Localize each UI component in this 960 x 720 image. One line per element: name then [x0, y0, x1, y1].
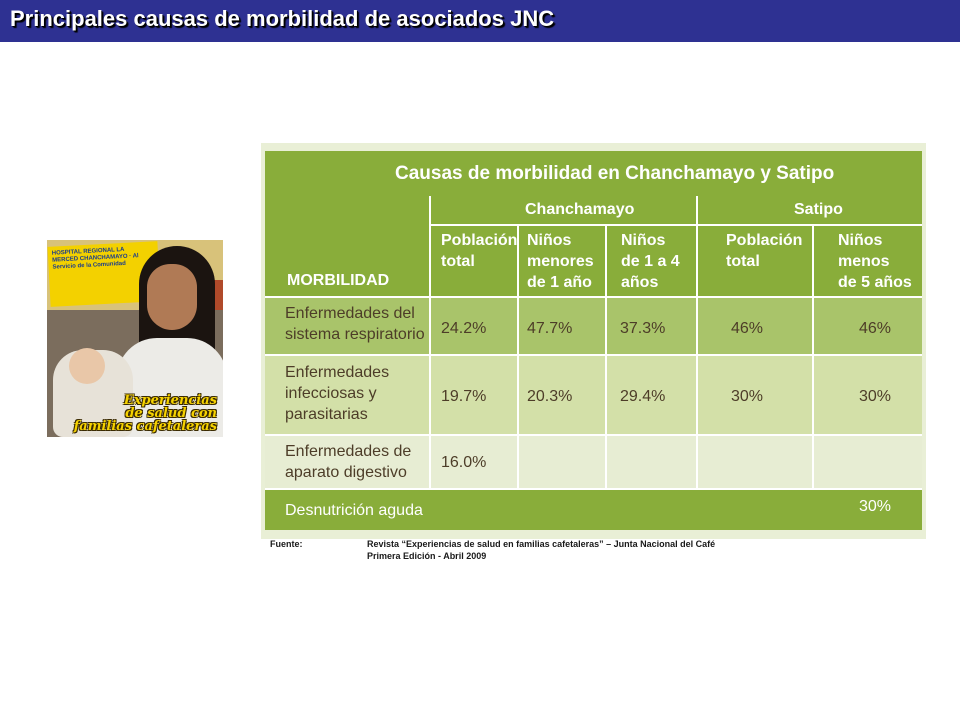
column-header [431, 226, 517, 296]
table-divider [265, 354, 922, 356]
column-header [814, 226, 922, 296]
column-header-line: Niños [621, 232, 666, 249]
morbidity-table-image [261, 143, 926, 539]
table-row [265, 490, 922, 530]
row-label-line: sistema respiratorio [285, 326, 425, 343]
row-label-line: parasitarias [285, 406, 368, 423]
table-cell: 20.3% [527, 388, 573, 405]
table-divider [431, 224, 922, 226]
table-cell: 24.2% [441, 320, 487, 337]
table-divider [696, 196, 698, 490]
table-divider [429, 196, 431, 490]
group-header-label: Satipo [794, 201, 843, 218]
source-label: Fuente: [270, 539, 303, 549]
cover-title-line-3: familias cafetaleras [73, 419, 217, 434]
row-header-label: MORBILIDAD [287, 272, 390, 289]
table-divider [265, 296, 922, 298]
table-cell: 30% [859, 388, 892, 405]
group-header-label: Chanchamayo [525, 201, 635, 218]
column-header-line: total [441, 253, 475, 270]
table-row [265, 298, 922, 354]
column-header-line: Niños [838, 232, 883, 249]
column-header-line: Población [441, 232, 518, 249]
column-header-line: menores [527, 253, 594, 270]
cover-title-line-1: Experiencias [123, 393, 217, 408]
row-label-line: aparato digestivo [285, 464, 407, 481]
row-label-line: Enfermedades [285, 364, 390, 381]
table-cell: 46% [859, 320, 892, 337]
table-cell: 30% [731, 388, 764, 405]
table-divider [517, 226, 519, 490]
magazine-cover-image [47, 240, 223, 437]
column-header [698, 226, 812, 296]
row-label-line: Enfermedades de [285, 443, 412, 460]
row-label-line: Desnutrición aguda [285, 502, 423, 519]
column-header-line: de 1 a 4 [621, 253, 680, 270]
table-divider [605, 226, 607, 490]
table-cell: 47.7% [527, 320, 573, 337]
table-title: Causas de morbilidad en Chanchamayo y Satipo [395, 163, 835, 184]
group-header-satipo [698, 196, 922, 224]
table-cell: 16.0% [441, 454, 487, 471]
cover-woman-face [147, 264, 197, 330]
table-cell: 46% [731, 320, 764, 337]
title-bar [0, 0, 960, 42]
column-header [607, 226, 696, 296]
table-cell: 30% [859, 498, 892, 515]
column-header-line: años [621, 274, 659, 291]
cover-title-line-2: de salud con [125, 406, 217, 421]
group-header-chanchamayo [431, 196, 696, 224]
column-header-line: de 5 años [838, 274, 912, 291]
table-row [265, 436, 922, 488]
table-cell: 37.3% [620, 320, 666, 337]
column-header [519, 226, 605, 296]
cover-title [57, 394, 217, 433]
cover-banner-text: HOSPITAL REGIONAL LA MERCED CHANCHAMAYO · Al Servicio de la Comunidad [51, 246, 139, 271]
column-header-line: Población [726, 232, 803, 249]
source-line-2: Primera Edición - Abril 2009 [367, 551, 487, 561]
table-row [265, 356, 922, 434]
column-header-line: total [726, 253, 760, 270]
table-divider [265, 488, 922, 490]
row-header-cell [265, 196, 429, 296]
table-divider [812, 226, 814, 490]
column-header-line: menos [838, 253, 890, 270]
table-cell: 29.4% [620, 388, 666, 405]
table-cell: 19.7% [441, 388, 487, 405]
table-divider [265, 434, 922, 436]
cover-baby-face [69, 348, 105, 384]
slide-title: Principales causas de morbilidad de asociados JNC [10, 6, 555, 31]
row-label-line: infecciosas y [285, 385, 377, 402]
source-line-1: Revista “Experiencias de salud en familias cafetaleras” – Junta Nacional del Café [367, 539, 716, 549]
table-title-bar [265, 151, 922, 196]
column-header-line: Niños [527, 232, 572, 249]
row-label-line: Enfermedades del [285, 305, 415, 322]
column-header-line: de 1 año [527, 274, 592, 291]
